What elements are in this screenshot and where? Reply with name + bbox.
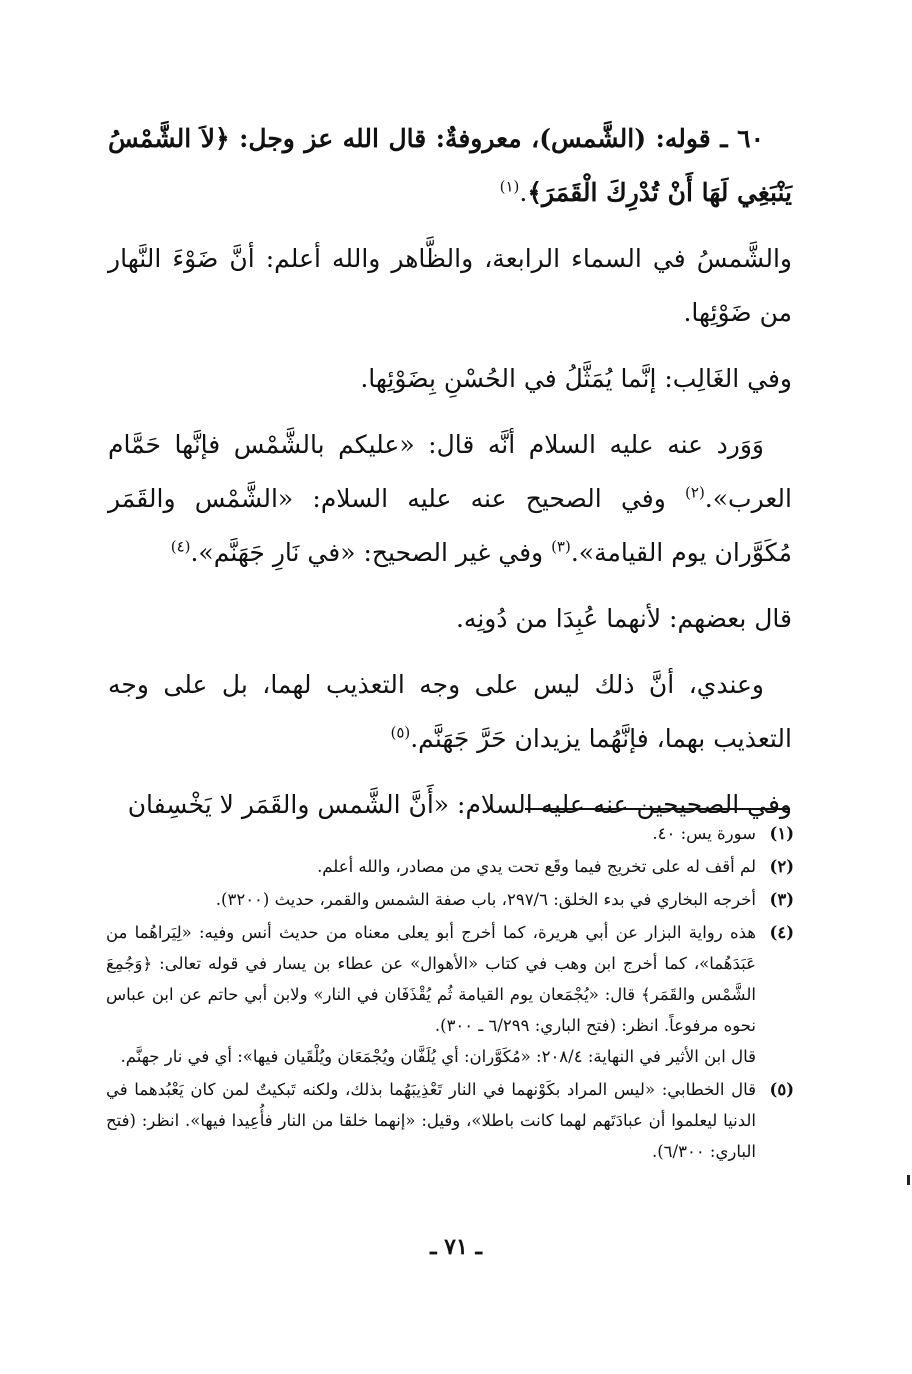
footnote-ref-1: (١) — [499, 177, 520, 196]
hadith-text-c: وفي غير الصحيح: «في نَارِ جَهَنَّم». — [190, 538, 552, 567]
period: . — [519, 178, 528, 207]
footnotes — [106, 818, 794, 1169]
footnote-text: هذه رواية البزار عن أبي هريرة، كما أخرج أبو يعلى معناه من حديث أنس وفيه: «لِيَراهُما من عَبَدَهُما»، كما أخرج ابن وهب في كتاب «الأهوال» عن عطاء بن يسار في قوله تعالى: ﴿وَجُمِعَ الشَّمْس والقَمَر﴾ قال: «يُجْمَعان يوم القيامة ثُم يُقْذَفَان في النار» ولابن أبي حاتم عن ابن عباس نحوه مرفوعاً. انظر: (فتح الباري: ٦/٢٩٩ ـ ٣٠٠). — [106, 923, 756, 1035]
entry-text: قوله: (الشَّمس)، معروفةٌ: قال الله عز وجل: — [229, 124, 711, 153]
footnote-number: (٥) — [769, 1080, 794, 1099]
footnote-number: (٤) — [769, 923, 794, 942]
paragraph-60 — [108, 112, 792, 220]
footnote-text-continued: قال ابن الأثير في النهاية: ٢٠٨/٤: «مُكَوَّران: أي يُلَفَّان ويُجْمَعَان ويُلْقَيان فيها»: أي في نار جهنَّم. — [120, 1047, 756, 1066]
footnote-ref-5: (٥) — [390, 723, 411, 742]
footnote-text: قال الخطابي: «ليس المراد بكَوْنهما في النار تَعْذِيبَهُما بذلك، ولكنه تَبكيتٌ لمن كان يَعْبُدهما في الدنيا ليعلموا أن عبادَتَهم لهما كانت باطلا»، وقيل: «إنهما خلقا من النار فأُعِيدا فيها». انظر: (فتح الباري: ٦/٣٠٠). — [106, 1080, 756, 1161]
footnote-separator — [525, 808, 790, 810]
footnote-number: (٢) — [769, 857, 794, 876]
footnote-ref-4: (٤) — [170, 537, 191, 556]
footnote-5 — [106, 1074, 794, 1167]
footnote-text: لم أقف له على تخريج فيما وقَع تحت يدي من مصادر، والله أعلم. — [317, 857, 756, 876]
paragraph-sahihayn: وفي الصحيحين عنه عليه السلام: «أَنَّ الشَّمس والقَمَر لا يَخْسِفان — [127, 790, 792, 819]
hadith-text-b: وفي الصحيح عنه عليه السلام: «الشَّمْس والقَمَر مُكَوَّران يوم القيامة». — [108, 484, 792, 567]
view-text: وعندي، أنَّ ذلك ليس على وجه التعذيب لهما، بل على وجه التعذيب بهما، فإنَّهُما يزيدان حَرَّ جَهَنَّم. — [108, 670, 792, 753]
entry-number: ٦٠ ـ — [710, 124, 764, 153]
paragraph-hadith — [108, 418, 792, 580]
scan-edge-mark — [907, 1175, 910, 1185]
paragraph-some-said: قال بعضهم: لأنهما عُبِدَا من دُونِه. — [455, 604, 792, 633]
paragraph-sun-heaven: والشَّمسُ في السماء الرابعة، والظَّاهر والله أعلم: أنَّ ضَوْءَ النَّهار من ضَوْئِها. — [108, 244, 792, 327]
paragraph-in-my-view — [108, 658, 792, 766]
footnote-ref-3: (٣) — [551, 537, 571, 556]
main-text — [108, 112, 792, 844]
hadith-text-a: وَوَرد عنه عليه السلام أنَّه قال: «عليكم بالشَّمْس فإنَّها حَمَّام العرب». — [108, 430, 792, 513]
footnote-text: أخرجه البخاري في بدء الخلق: ٢٩٧/٦، باب صفة الشمس والقمر، حديث (٣٢٠٠). — [215, 890, 756, 909]
page-number: ـ ٧١ ـ — [430, 1234, 482, 1260]
footnote-number: (٣) — [769, 890, 794, 909]
quran-quote: ﴿لاَ الشَّمْسُ يَنْبَغِي لَهَا أَنْ تُدْرِكَ الْقَمَرَ﴾ — [108, 124, 792, 207]
footnote-3 — [106, 884, 794, 915]
footnote-ref-2: (٢) — [685, 483, 705, 502]
footnote-2 — [106, 851, 794, 882]
paragraph-mostly: وفي الغَالِب: إنَّما يُمَثَّلُ في الحُسْنِ بِضَوْئِها. — [360, 364, 792, 393]
footnote-text: سورة يس: ٤٠. — [652, 824, 756, 843]
footnote-4 — [106, 917, 794, 1072]
footnote-1 — [106, 818, 794, 849]
footnote-number: (١) — [769, 824, 794, 843]
